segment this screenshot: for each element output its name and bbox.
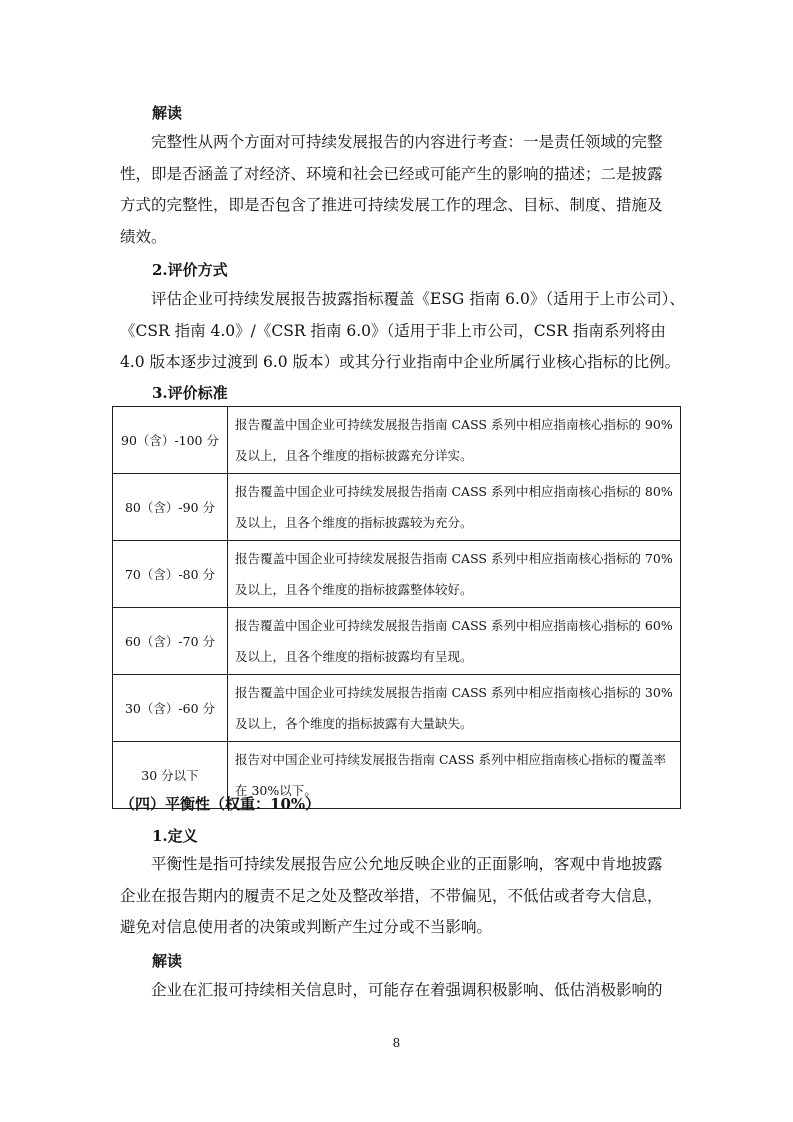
definition-paragraph: 平衡性是指可持续发展报告应公允地反映企业的正面影响，客观中肯地披露企业在报告期内的履责不足之处及整改举措，不带偏见，不低估或者夸大信息，避免对信息使用者的决策或判断产生过分或不当影响。 <box>120 855 663 936</box>
balance-section-heading: （四）平衡性（权重：10%） <box>120 795 321 813</box>
criteria-table <box>112 406 681 809</box>
description-cell: 报告覆盖中国企业可持续发展报告指南 CASS 系列中相应指南核心指标的 80%及以上，且各个维度的指标披露较为充分。 <box>228 474 681 541</box>
definition-heading: 1.定义 <box>152 827 198 845</box>
method-heading: 2.评价方式 <box>152 261 228 279</box>
score-cell: 70（含）-80 分 <box>113 541 228 608</box>
score-cell: 30 分以下 <box>113 742 228 809</box>
interpretation-paragraph-2: 企业在汇报可持续相关信息时，可能存在着强调积极影响、低估消极影响的 <box>151 981 663 999</box>
score-cell: 30（含）-60 分 <box>113 675 228 742</box>
description-cell: 报告对中国企业可持续发展报告指南 CASS 系列中相应指南核心指标的覆盖率在 30%以下。 <box>228 742 681 809</box>
table-row <box>113 407 681 474</box>
score-cell: 80（含）-90 分 <box>113 474 228 541</box>
page-number: 8 <box>392 1036 401 1050</box>
interpretation-paragraph: 完整性从两个方面对可持续发展报告的内容进行考查：一是责任领域的完整性，即是否涵盖了对经济、环境和社会已经或可能产生的影响的描述；二是披露方式的完整性，即是否包含了推进可持续发展工作的理念、目标、制度、措施及绩效。 <box>120 133 663 246</box>
table-row <box>113 675 681 742</box>
description-cell: 报告覆盖中国企业可持续发展报告指南 CASS 系列中相应指南核心指标的 90%及以上，且各个维度的指标披露充分详实。 <box>228 407 681 474</box>
interpretation-heading: 解读 <box>152 104 183 122</box>
score-cell: 60（含）-70 分 <box>113 608 228 675</box>
method-paragraph: 评估企业可持续发展报告披露指标覆盖《ESG 指南 6.0》（适用于上市公司）、《CSR 指南 4.0》/《CSR 指南 6.0》（适用于非上市公司，CSR 指南系列将由 4.0 版本逐步过渡到 6.0 版本）或其分行业指南中企业所属行业核心指标的比例。 <box>120 290 685 371</box>
criteria-heading: 3.评价标准 <box>152 384 228 402</box>
description-cell: 报告覆盖中国企业可持续发展报告指南 CASS 系列中相应指南核心指标的 60%及以上，且各个维度的指标披露均有呈现。 <box>228 608 681 675</box>
interpretation-heading-2: 解读 <box>152 952 183 970</box>
description-cell: 报告覆盖中国企业可持续发展报告指南 CASS 系列中相应指南核心指标的 30%及以上，各个维度的指标披露有大量缺失。 <box>228 675 681 742</box>
score-cell: 90（含）-100 分 <box>113 407 228 474</box>
table-row <box>113 541 681 608</box>
table-row <box>113 474 681 541</box>
table-row <box>113 608 681 675</box>
description-cell: 报告覆盖中国企业可持续发展报告指南 CASS 系列中相应指南核心指标的 70%及以上，且各个维度的指标披露整体较好。 <box>228 541 681 608</box>
